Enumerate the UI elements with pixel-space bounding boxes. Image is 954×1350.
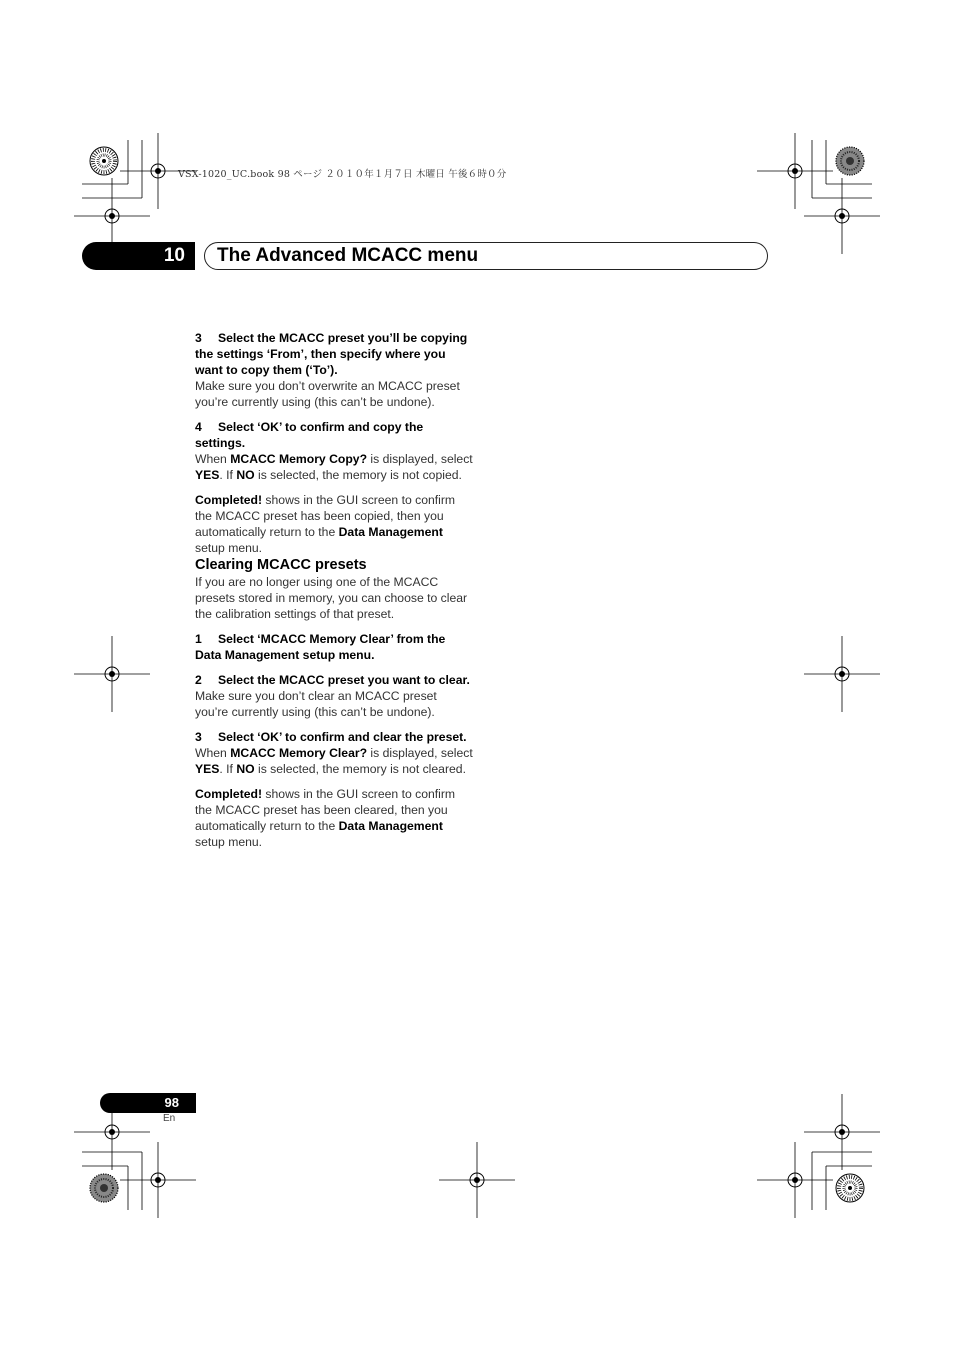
registration-target-bottom-right: [757, 1142, 833, 1218]
clear-step-3-heading: 3 Select ‘OK’ to confirm and clear the preset.: [195, 730, 467, 744]
chapter-number: 10: [163, 245, 185, 266]
copy-step-3-body: Make sure you don’t overwrite an MCACC preset you’re currently using (this can’t be undone).: [195, 379, 460, 409]
registration-target-right-lower: [804, 1094, 880, 1170]
clear-step-2-body: Make sure you don’t clear an MCACC preset you’re currently using (this can’t be undone).: [195, 689, 437, 719]
main-column: [195, 330, 473, 850]
registration-star-bottom-left: [90, 1174, 118, 1202]
registration-target-bottom-left: [120, 1142, 196, 1218]
registration-target-right-middle: [804, 636, 880, 712]
chapter-title-bar: [204, 242, 768, 270]
print-header: VSX-1020_UC.book 98 ページ ２０１０年１月７日 木曜日 午後６時０分: [178, 169, 507, 180]
registration-star-bottom-right: [836, 1174, 864, 1202]
copy-step-3-heading: 3 Select the MCACC preset you’ll be copying the settings ‘From’, then specify where you want to copy them (‘To’).: [195, 331, 468, 377]
registration-target-left-middle: [74, 636, 150, 712]
clearing-intro: If you are no longer using one of the MCACC presets stored in memory, you can choose to clear the calibration settings of that preset.: [195, 575, 468, 621]
page-language: En: [163, 1113, 176, 1124]
clear-completed-note: Completed! shows in the GUI screen to confirm the MCACC preset has been cleared, then you automatically return to the Data Management setup menu.: [195, 787, 456, 849]
chapter-number-tab: [82, 242, 195, 270]
copy-completed-note: Completed! shows in the GUI screen to confirm the MCACC preset has been copied, then you automatically return to the Data Management setup menu.: [195, 493, 456, 555]
copy-step-4-heading: 4 Select ‘OK’ to confirm and copy the settings.: [195, 420, 424, 450]
registration-target-bottom-center: [439, 1142, 515, 1218]
clear-step-1-heading: 1 Select ‘MCACC Memory Clear’ from the Data Management setup menu.: [195, 632, 446, 662]
page-number: 98: [164, 1095, 179, 1110]
registration-star-top-left: [90, 147, 118, 175]
copy-step-4-body: When MCACC Memory Copy? is displayed, select YES. If NO is selected, the memory is not copied.: [195, 452, 473, 482]
chapter-title: The Advanced MCACC menu: [217, 245, 479, 266]
registration-star-top-right: [836, 147, 864, 175]
section-title-clearing: Clearing MCACC presets: [195, 557, 367, 573]
clear-step-3-body: When MCACC Memory Clear? is displayed, select YES. If NO is selected, the memory is not cleared.: [195, 746, 473, 776]
registration-target-right-upper: [804, 178, 880, 254]
clear-step-2-heading: 2 Select the MCACC preset you want to clear.: [195, 673, 470, 687]
page-number-tab: [100, 1093, 196, 1113]
